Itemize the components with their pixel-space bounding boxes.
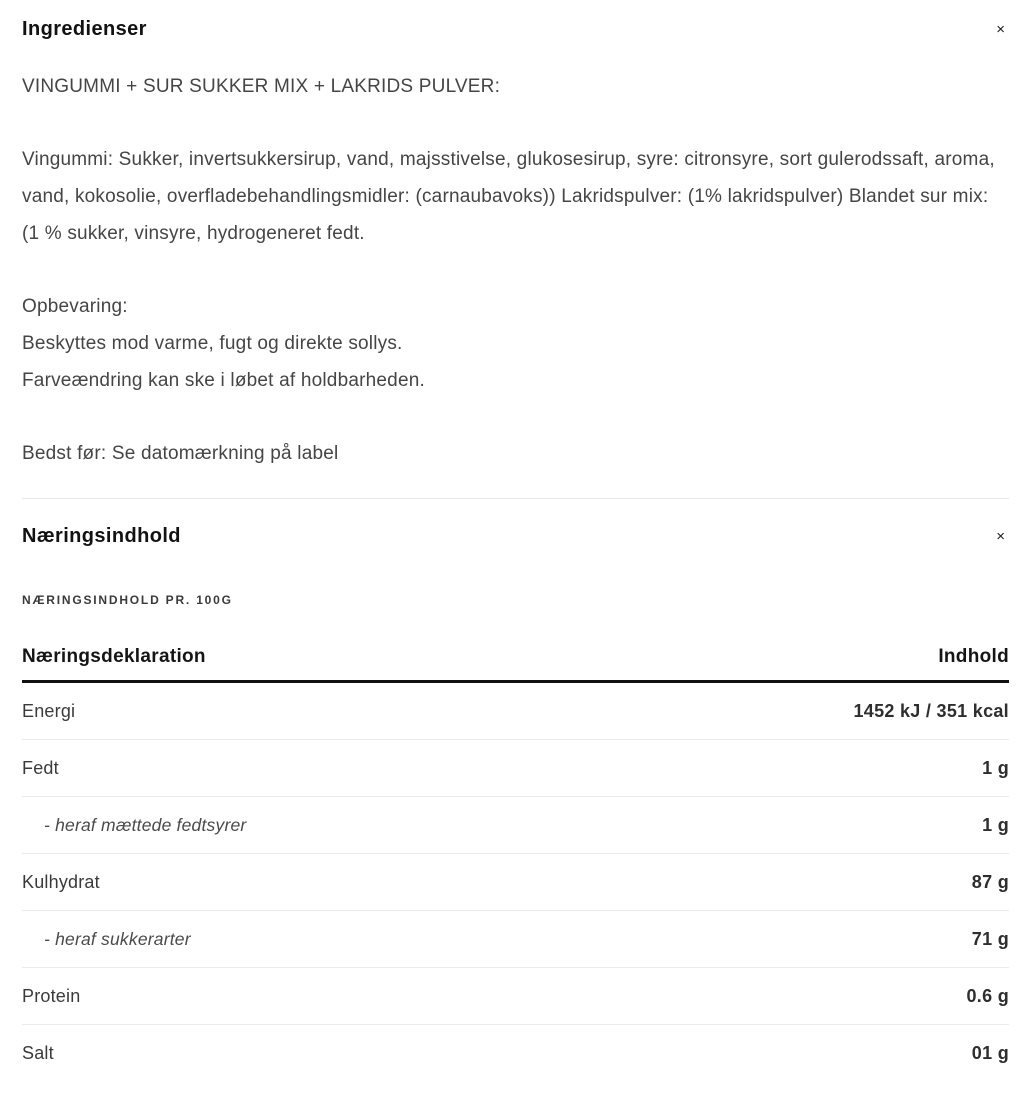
nutrition-title: Næringsindhold [22, 524, 181, 547]
nutrition-table-header-row [22, 633, 1009, 683]
storage-line: Opbevaring: [22, 296, 128, 317]
table-row-protein [22, 968, 1009, 1025]
row-label: Energi [22, 700, 76, 721]
row-label: Fedt [22, 757, 59, 778]
row-value: 1 g [982, 757, 1009, 778]
table-row-maettede-fedtsyrer [22, 797, 1009, 854]
row-label: Salt [22, 1043, 54, 1063]
row-value: 1 g [982, 814, 1009, 835]
row-value: 01 g [971, 1043, 1009, 1063]
nutrition-section-header [22, 499, 1009, 553]
table-row-kulhydrat [22, 854, 1009, 911]
table-row-fedt [22, 740, 1009, 797]
storage-line: Beskyttes mod varme, fugt og direkte sollys. [22, 333, 403, 354]
best-before-line: Bedst før: Se datomærkning på label [22, 443, 339, 464]
product-mix-line: VINGUMMI + SUR SUKKER MIX + LAKRIDS PULVER: [22, 76, 501, 97]
ingredients-section [22, 0, 1009, 472]
table-row-energi [22, 683, 1009, 740]
close-icon[interactable]: × [992, 527, 1009, 546]
row-label: - heraf mættede fedtsyrer [44, 814, 247, 835]
storage-paragraph [22, 288, 1009, 399]
close-icon[interactable]: × [992, 20, 1009, 39]
row-value: 0.6 g [966, 985, 1009, 1006]
row-label: Kulhydrat [22, 871, 100, 892]
table-row-salt [22, 1025, 1009, 1082]
row-label: Protein [22, 985, 81, 1006]
column-header-content: Indhold [938, 645, 1009, 667]
row-label: - heraf sukkerarter [44, 928, 191, 949]
row-value: 71 g [971, 928, 1009, 949]
table-row-sukkerarter [22, 911, 1009, 968]
row-value: 87 g [971, 871, 1009, 892]
nutrition-table [22, 633, 1009, 1082]
storage-line: Farveændring kan ske i løbet af holdbarheden. [22, 370, 425, 391]
row-value: 1452 kJ / 351 kcal [853, 700, 1009, 721]
nutrition-section [22, 499, 1009, 1082]
ingredients-paragraph: Vingummi: Sukker, invertsukkersirup, vand, majsstivelse, glukosesirup, syre: citronsyre, sort gulerodssaft, aroma, vand, kokosolie, overfladebehandlingsmidler: (carnaubavoks)) Lakridspulver: (1% lakridspulver) Blandet sur mix: (1 % sukker, vinsyre, hydrogeneret fedt. [22, 149, 995, 244]
column-header-declaration: Næringsdeklaration [22, 645, 206, 667]
ingredients-section-header [22, 0, 1009, 46]
ingredients-title: Ingredienser [22, 17, 147, 40]
ingredients-body [22, 68, 1009, 472]
nutrition-per-100g-label: NÆRINGSINDHOLD PR. 100G [22, 593, 233, 607]
